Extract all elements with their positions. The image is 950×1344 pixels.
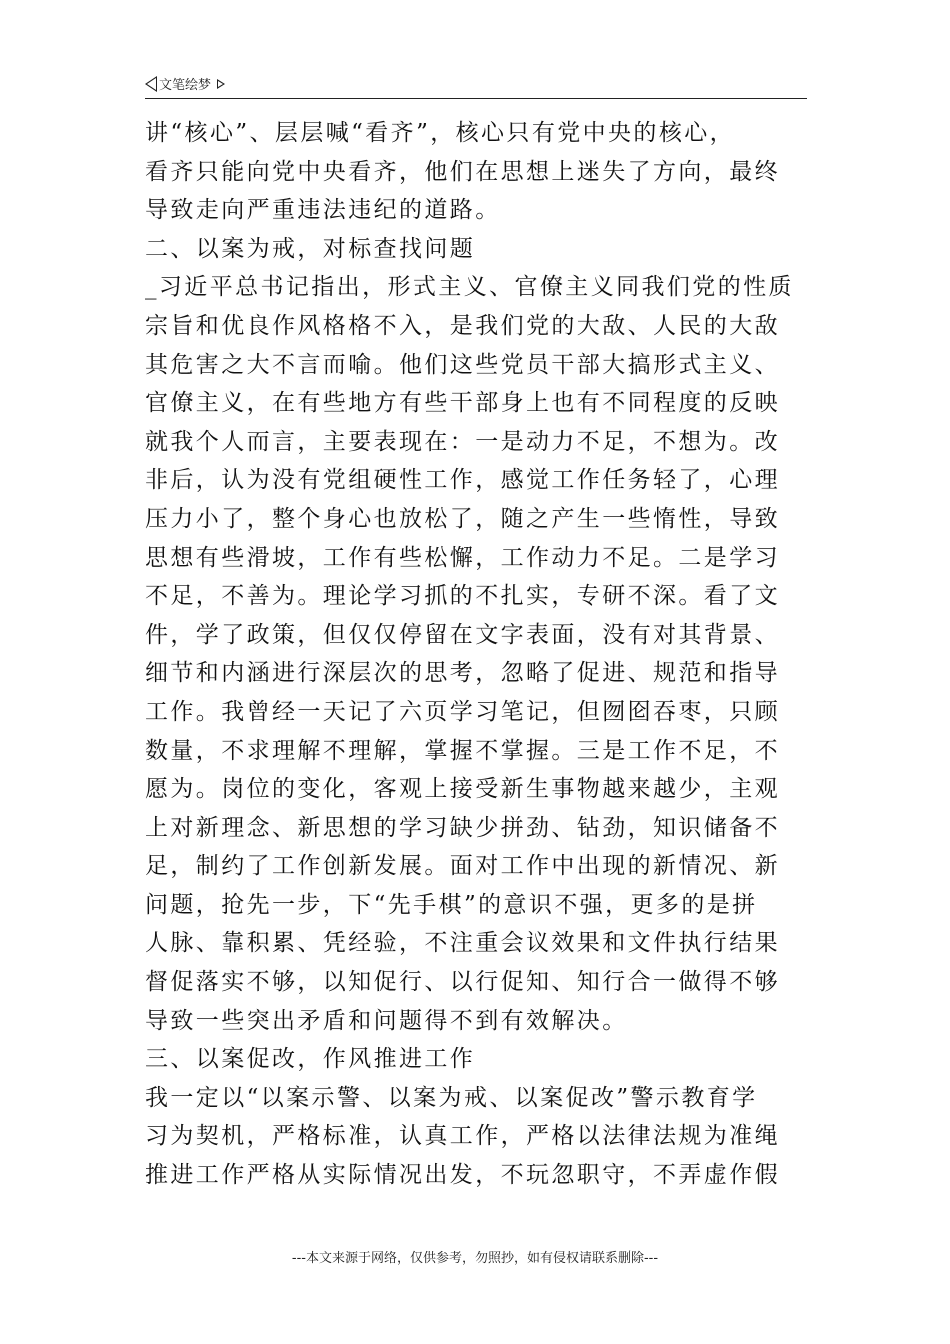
text-line: 压力小了，整个身心也放松了，随之产生一些惰性，导致 bbox=[145, 505, 780, 532]
text-line: 三、以案促改，作风推进工作 bbox=[145, 1046, 476, 1073]
text-line: 导致一些突出矛盾和问题得不到有效解决。 bbox=[145, 1007, 628, 1034]
text-line: 宗旨和优良作风格格不入，是我们党的大敌、人民的大敌 bbox=[145, 312, 780, 339]
text-line: 细节和内涵进行深层次的思考，忽略了促进、规范和指导 bbox=[145, 660, 780, 687]
text-line: 不足，不善为。理论学习抓的不扎实，专研不深。看了文 bbox=[145, 583, 780, 610]
document-body bbox=[145, 114, 810, 1195]
text-line: 上对新理念、新思想的学习缺少拼劲、钻劲，知识储备不 bbox=[145, 814, 780, 841]
text-line: 件，学了政策，但仅仅停留在文字表面，没有对其背景、 bbox=[145, 621, 780, 648]
text-line: 督促落实不够，以知促行、以行促知、知行合一做得不够 bbox=[145, 969, 780, 996]
text-line: 习为契机，严格标准，认真工作，严格以法律法规为准绳 bbox=[145, 1123, 780, 1150]
text-line: 导致走向严重违法违纪的道路。 bbox=[145, 197, 501, 224]
text-line: 就我个人而言，主要表现在：一是动力不足，不想为。改 bbox=[145, 428, 780, 455]
text-line: 二、以案为戒，对标查找问题 bbox=[145, 235, 476, 262]
text-line: _习近平总书记指出，形式主义、官僚主义同我们党的性质 bbox=[145, 274, 794, 301]
text-line: 问题，抢先一步，下“先手棋”的意识不强，更多的是拼 bbox=[145, 891, 758, 918]
header-brand bbox=[145, 74, 225, 93]
triangle-left-icon bbox=[145, 76, 157, 92]
text-line: 我一定以“以案示警、以案为戒、以案促改”警示教育学 bbox=[145, 1084, 758, 1111]
text-line: 足，制约了工作创新发展。面对工作中出现的新情况、新 bbox=[145, 853, 780, 880]
text-line: 工作。我曾经一天记了六页学习笔记，但囫囵吞枣，只顾 bbox=[145, 698, 780, 725]
text-line: 看齐只能向党中央看齐，他们在思想上迷失了方向，最终 bbox=[145, 158, 780, 185]
triangle-right-icon bbox=[217, 79, 225, 89]
text-line: 讲“核心”、层层喊“看齐”，核心只有党中央的核心， bbox=[145, 120, 736, 146]
text-line: 思想有些滑坡，工作有些松懈，工作动力不足。二是学习 bbox=[145, 544, 780, 571]
footer-disclaimer: ---本文来源于网络，仅供参考，勿照抄，如有侵权请联系删除--- bbox=[291, 1251, 659, 1266]
page-header bbox=[145, 72, 807, 99]
text-line: 愿为。岗位的变化，客观上接受新生事物越来越少，主观 bbox=[145, 776, 780, 803]
header-title: 文笔绘梦 bbox=[159, 78, 212, 93]
text-line: 非后，认为没有党组硬性工作，感觉工作任务轻了，心理 bbox=[145, 467, 780, 494]
text-line: 数量，不求理解不理解，掌握不掌握。三是工作不足，不 bbox=[145, 737, 780, 764]
text-line: 其危害之大不言而喻。他们这些党员干部大搞形式主义、 bbox=[145, 351, 780, 378]
text-line: 官僚主义，在有些地方有些干部身上也有不同程度的反映 bbox=[145, 390, 780, 417]
text-line: 推进工作严格从实际情况出发，不玩忽职守，不弄虚作假 bbox=[145, 1162, 780, 1189]
text-line: 人脉、靠积累、凭经验，不注重会议效果和文件执行结果 bbox=[145, 930, 780, 957]
